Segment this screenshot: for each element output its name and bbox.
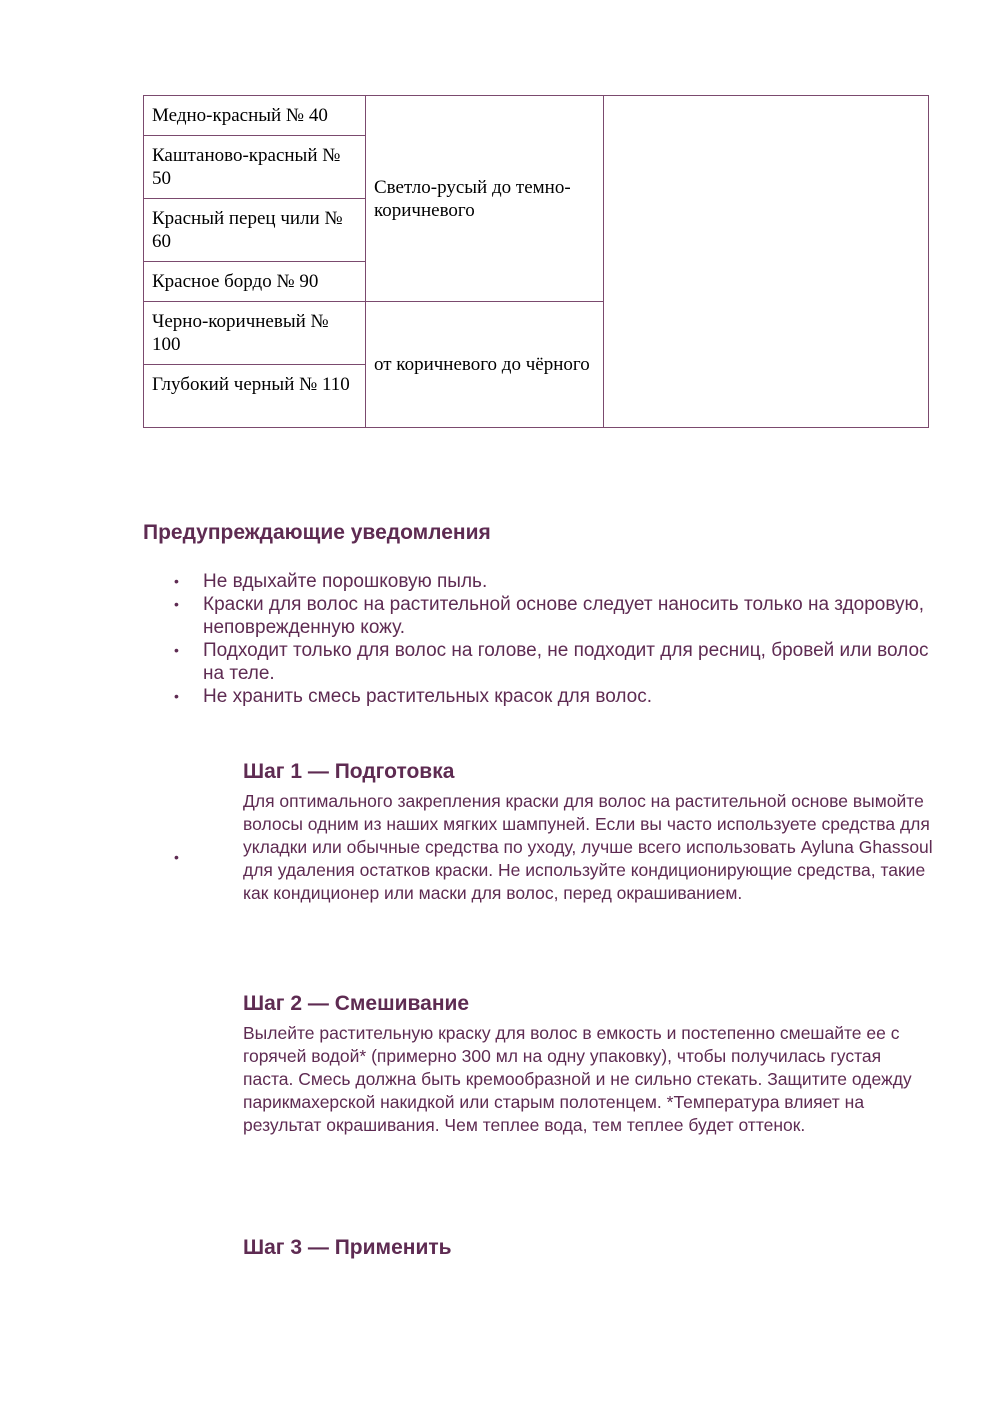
shade-table [143,95,929,428]
bullet-icon: • [174,596,179,612]
step-text: Вылейте растительную краску для волос в емкость и постепенно смешайте ее с горячей водой* (примерно 300 мл на одну упаковку), чтобы получилась густая паста. Смесь должна быть кремообразной и не сильно стекать. Защитите одежду парикмахерской накидкой или старым полотенцем. *Температура влияет на результат окрашивания. Чем теплее вода, тем теплее будет оттенок. [243,1023,912,1135]
step-text: Для оптимального закрепления краски для волос на растительной основе вымойте волосы одним из наших мягких шампуней. Если вы часто используете средства для укладки или обычные средства по уходу, лучше всего использовать Ayluna Ghassoul для удаления остатков краски. Не используйте кондиционирующие средства, такие как кондиционер или маски для волос, перед окрашиванием. [243,791,933,903]
step-title: Шаг 2 — Смешивание [243,992,470,1015]
list-item [143,685,933,708]
step-1 [243,760,933,905]
table-cell-base-color: от коричневого до чёрного [366,302,604,428]
warnings-heading: Предупреждающие уведомления [143,521,491,544]
table-cell-shade: Медно-красный № 40 [144,96,366,136]
table-cell-shade: Красный перец чили № 60 [144,199,366,262]
list-item [143,639,933,685]
list-item [143,570,933,593]
list-item [143,593,933,639]
table-cell-shade: Красное бордо № 90 [144,262,366,302]
bullet-icon: • [174,573,179,589]
table-cell-shade: Каштаново-красный № 50 [144,136,366,199]
step-title: Шаг 3 — Применить [243,1236,452,1259]
warning-text: Не вдыхайте порошковую пыль. [203,571,488,592]
bullet-icon: • [174,642,179,658]
table-cell-empty [604,96,929,428]
step-2 [243,992,933,1137]
warning-text: Подходит только для волос на голове, не подходит для ресниц, бровей или волос на теле. [203,640,929,684]
bullet-icon: • [174,849,179,865]
table-cell-base-color: Светло-русый до темно-коричневого [366,96,604,302]
warning-text: Не хранить смесь растительных красок для волос. [203,686,653,707]
table-cell-shade: Глубокий черный № 110 [144,365,366,428]
step-3 [243,1236,933,1266]
bullet-icon: • [174,688,179,704]
warning-text: Краски для волос на растительной основе следует наносить только на здоровую, неповрежденную кожу. [203,594,925,638]
warnings-list [143,570,933,708]
step-title: Шаг 1 — Подготовка [243,760,455,783]
table-cell-shade: Черно-коричневый № 100 [144,302,366,365]
